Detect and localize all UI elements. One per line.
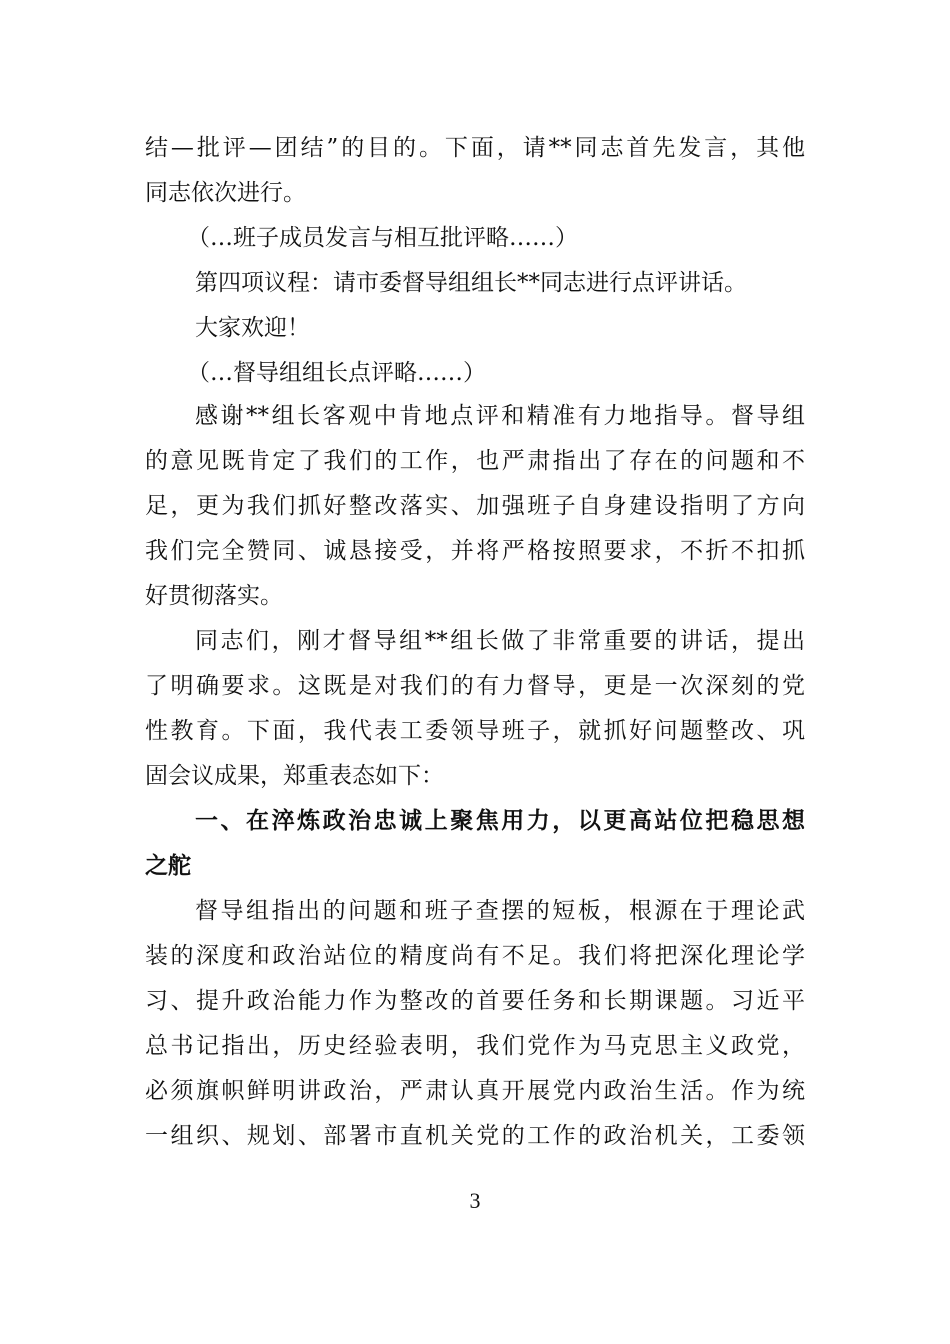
text-line: 结—批评—团结”的目的。下面，请**同志首先发言，其他 <box>145 135 805 161</box>
text-line: 固会议成果，郑重表态如下： <box>145 763 444 789</box>
text-line: 习、提升政治能力作为整改的首要任务和长期课题。习近平 <box>145 988 805 1014</box>
text-line: 了明确要求。这既是对我们的有力督导，更是一次深刻的党 <box>145 673 805 699</box>
text-line: 装的深度和政治站位的精度尚有不足。我们将把深化理论学 <box>145 943 805 969</box>
text-line: （…督导组组长点评略……） <box>187 360 486 386</box>
text-line: 感谢**组长客观中肯地点评和精准有力地指导。督导组 <box>195 403 805 429</box>
section-heading: 之舵 <box>145 853 191 879</box>
text-line: 大家欢迎！ <box>195 315 310 341</box>
text-line: 足，更为我们抓好整改落实、加强班子自身建设指明了方向 <box>145 493 805 519</box>
page-number: 3 <box>469 1188 481 1213</box>
text-line: 同志依次进行。 <box>145 180 306 206</box>
text-line: 同志们，刚才督导组**组长做了非常重要的讲话，提出 <box>195 628 805 654</box>
text-line: 第四项议程：请市委督导组组长**同志进行点评讲话。 <box>195 270 747 296</box>
text-line: 总书记指出，历史经验表明，我们党作为马克思主义政党， <box>145 1033 805 1059</box>
text-line: 我们完全赞同、诚恳接受，并将严格按照要求，不折不扣抓 <box>145 538 805 564</box>
text-line: 督导组指出的问题和班子查摆的短板，根源在于理论武 <box>195 898 805 924</box>
text-line: 性教育。下面，我代表工委领导班子，就抓好问题整改、巩 <box>145 718 805 744</box>
text-line: （…班子成员发言与相互批评略……） <box>187 225 578 251</box>
text-line: 好贯彻落实。 <box>145 583 283 609</box>
section-heading: 一、在淬炼政治忠诚上聚焦用力，以更高站位把稳思想 <box>195 808 805 834</box>
text-line: 必须旗帜鲜明讲政治，严肃认真开展党内政治生活。作为统 <box>145 1078 805 1104</box>
text-line: 一组织、规划、部署市直机关党的工作的政治机关，工委领 <box>145 1123 805 1149</box>
text-line: 的意见既肯定了我们的工作，也严肃指出了存在的问题和不 <box>145 448 805 474</box>
